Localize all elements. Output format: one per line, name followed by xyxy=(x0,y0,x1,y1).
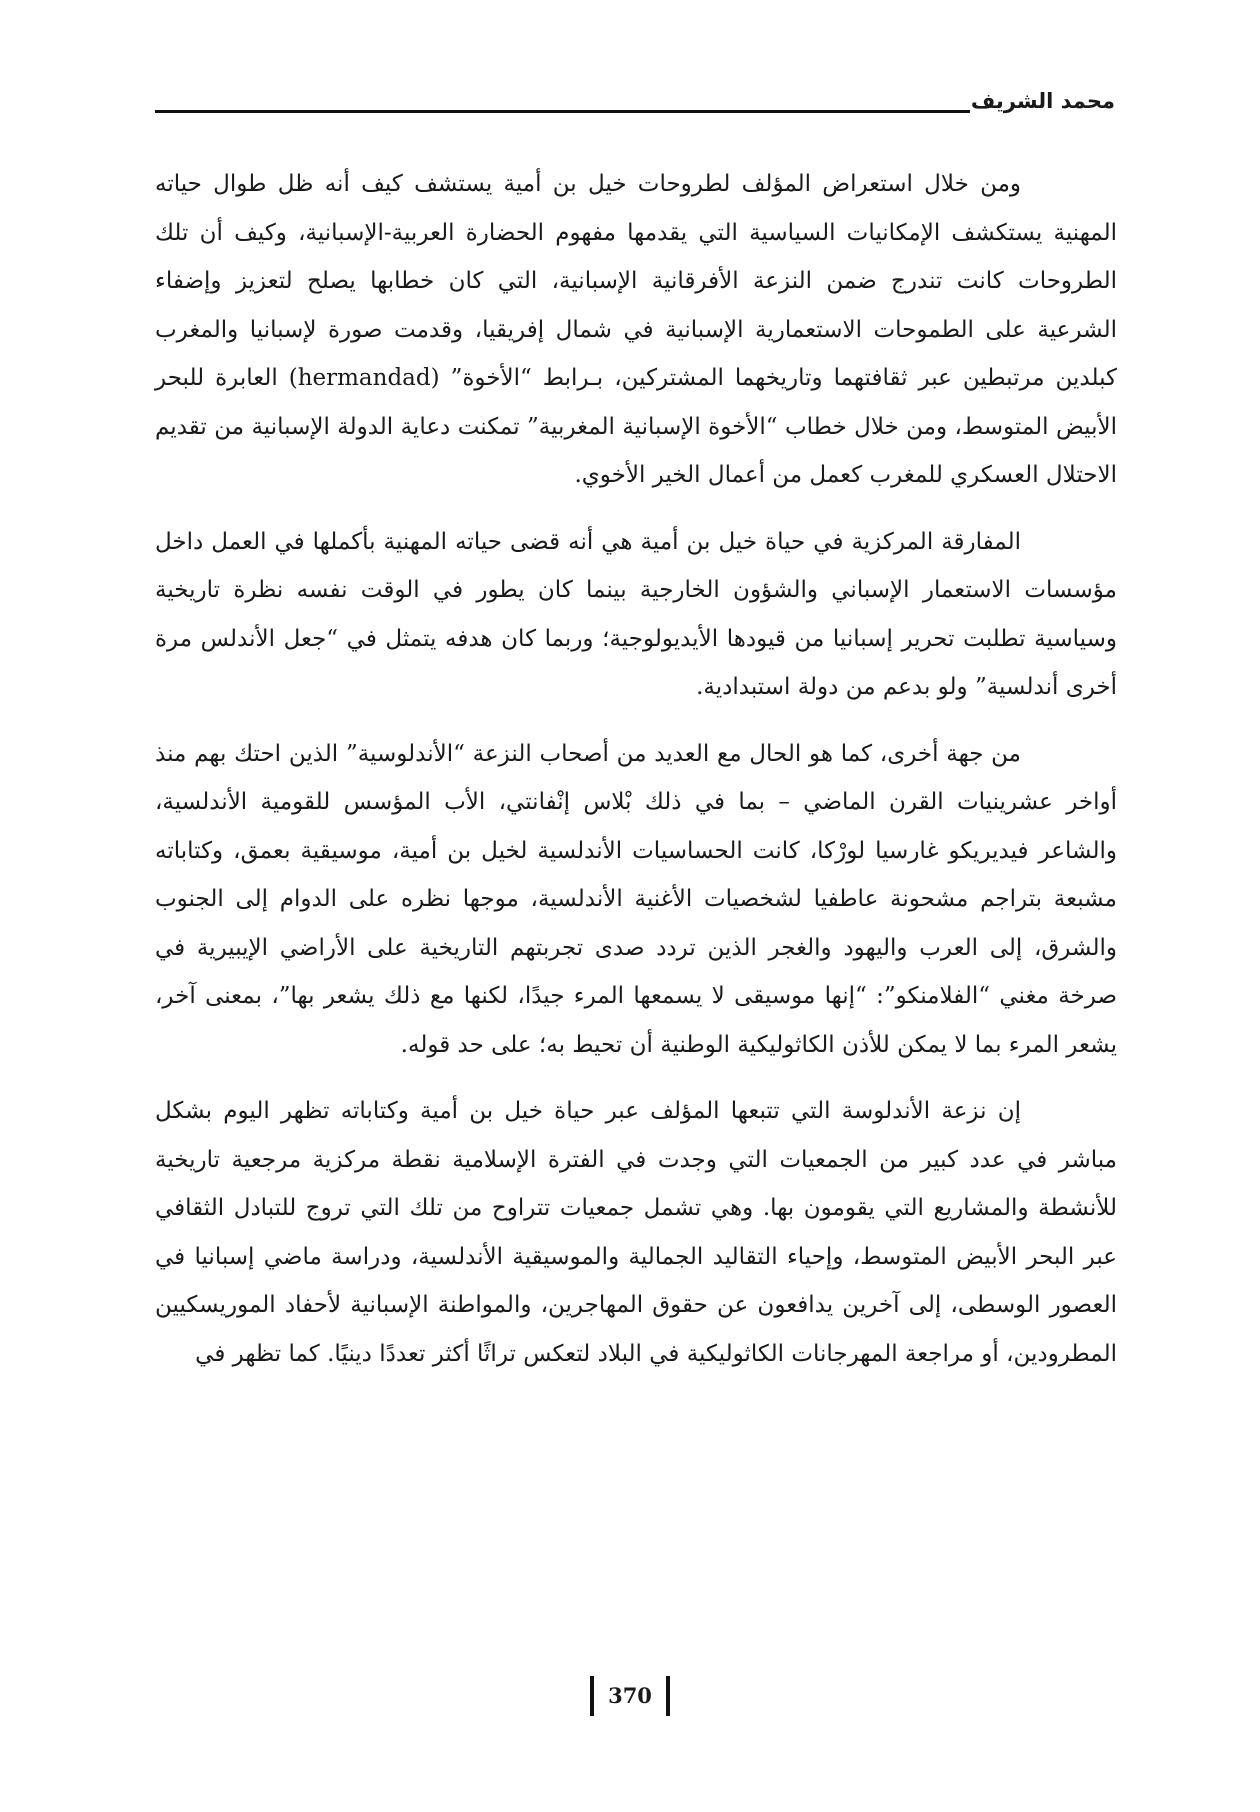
page-number-block xyxy=(590,1676,670,1716)
running-header xyxy=(155,86,1115,116)
body-text xyxy=(155,160,1117,1396)
page-number-right-bar xyxy=(666,1676,670,1716)
header-author: محمد الشريف xyxy=(970,89,1115,113)
paragraph-1: ومن خلال استعراض المؤلف لطروحات خيل بن أمية يستشف كيف أنه ظل طوال حياته المهنية يستكشف الإمكانيات السياسية التي يقدمها مفهوم الحضارة العربية-الإسبانية، وكيف أن تلك الطروحات كانت تندرج ضمن النزعة الأفرقانية الإسبانية، التي كان خطابها يصلح لتعزيز وإضفاء الشرعية على الطموحات الاستعمارية الإسبانية في شمال إفريقيا، وقدمت صورة لإسبانيا والمغرب كبلدين مرتبطين عبر ثقافتهما وتاريخهما المشتركين، بـرابط “الأخوة” (hermandad) العابرة للبحر الأبيض المتوسط، ومن خلال خطاب “الأخوة الإسبانية المغربية” تمكنت دعاية الدولة الإسبانية من تقديم الاحتلال العسكري للمغرب كعمل من أعمال الخير الأخوي. xyxy=(155,171,1118,488)
page-number: 370 xyxy=(608,1683,652,1708)
header-rule xyxy=(155,110,970,113)
paragraph-4: إن نزعة الأندلوسة التي تتبعها المؤلف عبر حياة خيل بن أمية وكتاباته تظهر اليوم بشكل مباشر في عدد كبير من الجمعيات التي وجدت في الفترة الإسلامية نقطة مركزية مرجعية تاريخية للأنشطة والمشاريع التي يقومون بها. وهي تشمل جمعيات تتراوح من تلك التي تروج للتبادل الثقافي عبر البحر الأبيض المتوسط، وإحياء التقاليد الجمالية والموسيقية الأندلسية، ودراسة ماضي إسبانيا في العصور الوسطى، إلى آخرين يدافعون عن حقوق المهاجرين، والمواطنة الإسبانية لأحفاد الموريسكيين المطرودين، أو مراجعة المهرجانات الكاثوليكية في البلاد لتعكس تراثًا أكثر تعددًا دينيًا. كما تظهر في xyxy=(155,1098,1117,1367)
paragraph-2: المفارقة المركزية في حياة خيل بن أمية هي أنه قضى حياته المهنية بأكملها في العمل داخل مؤسسات الاستعمار الإسباني والشؤون الخارجية بينما كان يطور في الوقت نفسه نظرة تاريخية وسياسية تطلبت تحرير إسبانيا من قيودها الأيديولوجية؛ وربما كان هدفه يتمثل في “جعل الأندلس مرة أخرى أندلسية” ولو بدعم من دولة استبدادية. xyxy=(155,528,1117,700)
page-footer xyxy=(0,1676,1260,1720)
paragraph-3: من جهة أخرى، كما هو الحال مع العديد من أصحاب النزعة “الأندلوسية” الذين احتك بهم منذ أواخر عشرينيات القرن الماضي – بما في ذلك بْلاس إنْفانتي، الأب المؤسس للقومية الأندلسية، والشاعر فيديريكو غارسيا لورْكا، كانت الحساسيات الأندلسية لخيل بن أمية، موسيقية بعمق، وكتاباته مشبعة بتراجم مشحونة عاطفيا لشخصيات الأغنية الأندلسية، موجها نظره على الدوام إلى الجنوب والشرق، إلى العرب واليهود والغجر الذين تردد صدى تجربتهم التاريخية على الأراضي الإيبيرية في صرخة مغني “الفلامنكو”: “إنها موسيقى لا يسمعها المرء جيدًا، لكنها مع ذلك يشعر بها”، بمعنى آخر، يشعر المرء بما لا يمكن للأذن الكاثوليكية الوطنية أن تحيط به؛ على حد قوله. xyxy=(155,740,1117,1058)
page-number-left-bar xyxy=(590,1676,594,1716)
